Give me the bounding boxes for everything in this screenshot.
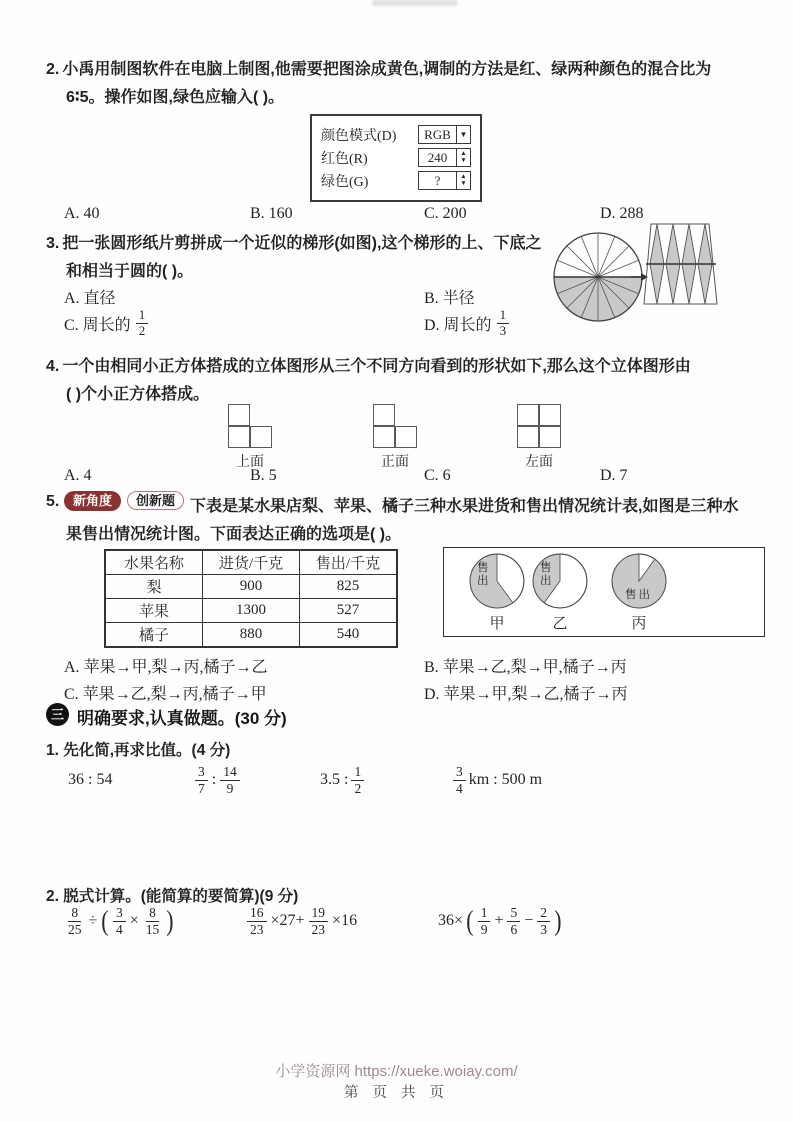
q2-number: 2. — [46, 61, 60, 78]
fraction: $\frac{1}{3}$ — [497, 308, 510, 338]
fraction: $\frac{1}{2}$ — [136, 308, 149, 338]
pie-jia-label: 甲 — [489, 616, 505, 632]
view-left — [517, 404, 563, 468]
green-label: 绿色(G) — [321, 174, 369, 190]
sold-label: 售出 — [625, 589, 652, 601]
sold-label: 售出 — [477, 562, 489, 588]
table-row: 苹果 1300 527 — [105, 599, 397, 623]
badge-new-angle: 新角度 — [64, 491, 121, 511]
q5-option-c: C. 苹果→乙,梨→丙,橘子→甲 — [64, 686, 267, 703]
fraction: $\frac{2}{3}$ — [537, 905, 550, 936]
q5-stem-line2: 果售出情况统计图。下面表达正确的选项是( )。 — [66, 526, 402, 543]
pie-chart-panel — [443, 547, 765, 637]
table-row: 梨 900 825 — [105, 575, 397, 599]
pie-yi-label: 乙 — [552, 616, 568, 632]
calc-q1-label: 1. 先化简,再求比值。(4 分) — [46, 742, 231, 759]
q4-number: 4. — [46, 358, 60, 375]
pie-chart-yi — [532, 553, 588, 633]
q4-option-c: C. 6 — [424, 467, 451, 484]
q2-option-d: D. 288 — [600, 205, 644, 222]
color-mode-value[interactable]: RGB — [418, 125, 457, 144]
q5-option-b: B. 苹果→乙,梨→甲,橘子→丙 — [424, 659, 627, 676]
q2-stem-line2: 6∶5。操作如图,绿色应输入( )。 — [66, 89, 285, 106]
q4-option-b: B. 5 — [250, 467, 277, 484]
badge-innovative: 创新题 — [127, 491, 184, 510]
color-mode-label: 颜色模式(D) — [321, 128, 397, 144]
q4-option-a: A. 4 — [64, 467, 92, 484]
footer-pagination: 第 页 共 页 — [343, 1085, 450, 1101]
q5-number: 5. — [46, 493, 60, 510]
dropdown-arrow-icon[interactable]: ▼ — [457, 125, 471, 144]
calc-q2-label: 2. 脱式计算。(能简算的要简算)(9 分) — [46, 888, 299, 905]
q5-stem-line1: 下表是某水果店梨、苹果、橘子三种水果进货和售出情况统计表,如图是三种水 — [190, 498, 739, 515]
ratio-expression-4: $\frac{3}{4}$ km : 500 m — [452, 760, 542, 800]
table-header-row: 水果名称 进货/千克 售出/千克 — [105, 550, 397, 575]
ratio-expression-1: 36 : 54 — [68, 771, 113, 788]
q3-option-d: D. 周长的 $\frac{1}{3}$ — [424, 308, 510, 338]
fraction: $\frac{3}{4}$ — [453, 764, 466, 795]
q3-stem-line1: 3. 把一张圆形纸片剪拼成一个近似的梯形(如图),这个梯形的上、下底之 — [46, 235, 542, 252]
view-front — [373, 404, 419, 468]
q4-stem-line1: 4. 一个由相同小正方体搭成的立体图形从三个不同方向看到的形状如下,那么这个立体图形由 — [46, 358, 691, 375]
fraction: $\frac{8}{15}$ — [145, 905, 160, 937]
color-mode-dropdown[interactable] — [418, 125, 471, 144]
fruit-table — [104, 549, 398, 648]
view-left-label: 左面 — [525, 455, 553, 470]
q2-option-b: B. 160 — [250, 205, 293, 222]
red-value-row — [321, 146, 471, 169]
fraction: $\frac{5}{6}$ — [507, 905, 520, 936]
footer-site-url: 小学资源网 https://xueke.woiay.com/ — [275, 1063, 518, 1080]
fraction: $\frac{14}{9}$ — [220, 764, 240, 795]
calc-expression-2: $\frac{16}{23}$ ×27+ $\frac{19}{23}$ ×16 — [246, 901, 358, 941]
calc-expression-3: 36× ( $\frac{1}{9}$ + $\frac{5}{6}$ − $\frac{2}{3}$ ) — [438, 904, 562, 937]
q3-option-b: B. 半径 — [424, 290, 475, 307]
q4-stem-line2: ( )个小正方体搭成。 — [66, 386, 210, 403]
fraction: $\frac{19}{23}$ — [309, 905, 329, 936]
q3-stem-line2: 和相当于圆的( )。 — [66, 263, 194, 280]
pie-chart-jia — [469, 553, 525, 633]
sold-label: 售出 — [540, 562, 552, 588]
q2-stem-line1: 2. 小禹用制图软件在电脑上制图,他需要把图涂成黄色,调制的方法是红、绿两种颜色的混合比为 — [46, 61, 712, 78]
fraction: $\frac{3}{4}$ — [113, 905, 126, 936]
circle-to-trapezoid-figure — [545, 220, 780, 335]
view-front-label: 正面 — [381, 455, 409, 470]
fraction: $\frac{16}{23}$ — [247, 905, 267, 936]
spinner-arrows-icon[interactable]: ▲ ▼ — [457, 171, 471, 190]
scan-artifact — [372, 0, 458, 6]
green-value[interactable]: ? — [418, 171, 457, 190]
ratio-expression-2: $\frac{3}{7}$ : $\frac{14}{9}$ — [194, 760, 241, 800]
color-mode-row — [321, 123, 471, 146]
section-three-icon: 三 — [46, 703, 69, 726]
fraction: $\frac{1}{9}$ — [478, 905, 491, 936]
view-top — [228, 404, 274, 468]
q3-option-c: C. 周长的 $\frac{1}{2}$ — [64, 308, 149, 338]
green-spinner[interactable] — [418, 171, 471, 190]
q2-option-a: A. 40 — [64, 205, 100, 222]
red-value[interactable]: 240 — [418, 148, 457, 167]
q3-number: 3. — [46, 235, 60, 252]
pie-chart-bing — [611, 553, 667, 633]
red-spinner[interactable] — [418, 148, 471, 167]
fraction: $\frac{8}{25}$ — [68, 905, 82, 937]
trapezoid-of-sectors — [644, 224, 717, 304]
green-value-row — [321, 169, 471, 192]
calc-expression-1: $\frac{8}{25}$ ÷ ( $\frac{3}{4}$ × $\frac{8}{15}$ ) — [64, 901, 175, 941]
pie-bing-label: 丙 — [631, 616, 647, 632]
spinner-arrows-icon[interactable]: ▲ ▼ — [457, 148, 471, 167]
fraction: $\frac{3}{7}$ — [195, 764, 208, 795]
table-row: 橘子 880 540 — [105, 623, 397, 648]
color-picker-dialog — [310, 114, 482, 202]
red-label: 红色(R) — [321, 151, 368, 167]
q5-option-d: D. 苹果→甲,梨→乙,橘子→丙 — [424, 686, 628, 703]
section-three-title: 明确要求,认真做题。(30 分) — [77, 709, 287, 728]
q2-option-c: C. 200 — [424, 205, 467, 222]
q3-option-a: A. 直径 — [64, 290, 116, 307]
ratio-expression-3: 3.5 : $\frac{1}{2}$ — [320, 760, 365, 800]
view-top-label: 上面 — [236, 455, 264, 470]
fraction: $\frac{1}{2}$ — [351, 764, 364, 795]
q4-option-d: D. 7 — [600, 467, 628, 484]
q5-option-a: A. 苹果→甲,梨→丙,橘子→乙 — [64, 659, 268, 676]
